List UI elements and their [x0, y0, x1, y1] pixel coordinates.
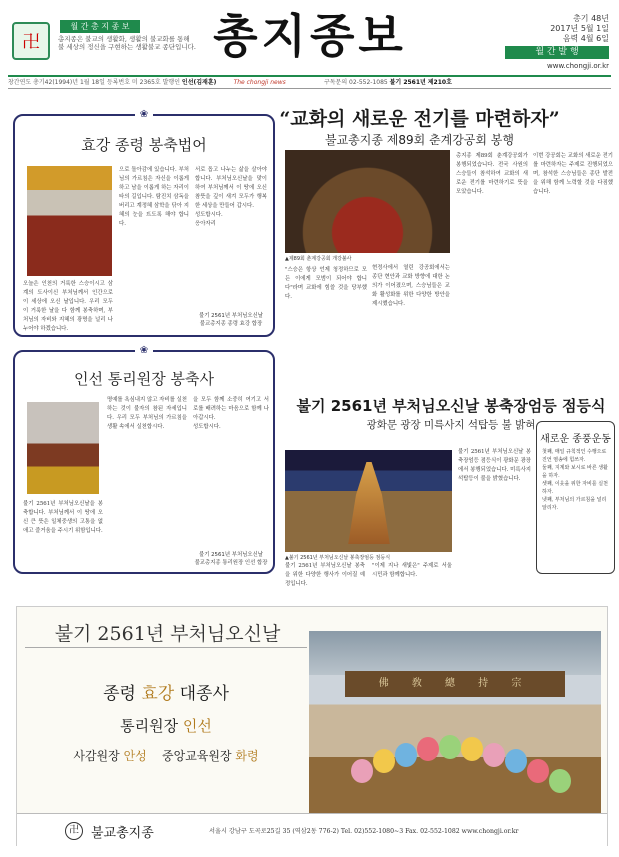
- signature: [193, 551, 269, 567]
- monk-portrait: [27, 166, 112, 276]
- chongji-logo-icon: 卍: [12, 22, 50, 60]
- article-body: "이제 지나 새빛은" 주제로 서울 시민과 함께합니다.: [372, 563, 454, 578]
- article-body: 불기 2561년 부처님오신날 봉축장엄등 점등식이 광화문 광장에서 봉행되었습니다. 미륵사지 석탑등이 불을 밝혔습니다.: [458, 449, 533, 482]
- info-buddhist-year: 불기 2561년: [389, 79, 426, 86]
- article-body: 불기 2561년 부처님오신날 봉축을 위한 다양한 행사가 이어질 예정입니다.: [285, 563, 365, 587]
- order-logo-icon: 卍: [65, 822, 83, 840]
- article-body: 이번 강공회는 교화의 새로운 전기를 마련하자는 주제로 진행되었으며, 참석한 스승님들은 종단 발전을 위해 함께 노력할 것을 다짐했습니다.: [533, 153, 613, 195]
- ad-name: 효강: [141, 684, 175, 704]
- info-contact: 구독문의 02-552-1085: [323, 79, 388, 86]
- article-body: 서로 돕고 나누는 삶을 살아야 합니다. 부처님오신날을 맞이하여 부처님께서 이 땅에 오신 참뜻을 깊이 새겨 모두가 행복한 세상을 만들어 갑시다. 성도합시다. 응아자리: [195, 167, 267, 227]
- greeting-advertisement: [16, 606, 608, 846]
- motto-text: 총지종은 불교의 생활화, 생활의 불교화를 통해 불 세상의 정신을 구현하는 생활불교 종단입니다.: [58, 35, 196, 51]
- masthead-badge: [8, 18, 198, 66]
- lantern-icon: [417, 737, 439, 761]
- photo-caption: ▲불기 2561년 부처님오신날 봉축장엄등 점등식: [285, 555, 391, 561]
- temple-roof: [309, 631, 601, 675]
- lantern-icon: [505, 749, 527, 773]
- subheadline: 광화문 광장 미륵사지 석탑등 불 밝혀: [366, 419, 536, 431]
- temple-photo: [309, 631, 601, 841]
- order-name: 불교총지종: [91, 826, 154, 841]
- article-body: 총지종 제89회 춘계강공회가 봉행되었습니다. 전국 사원의 스승들이 참석하여 교화의 새로운 전기를 마련하기로 뜻을 모았습니다.: [456, 153, 530, 195]
- lantern-icon: [395, 743, 417, 767]
- lantern-icon: [483, 743, 505, 767]
- info-volume: 제210호: [427, 79, 452, 86]
- article-body: 으로 돌아감에 있습니다. 부처님의 가르침은 자신을 이롭게 하고 남을 이롭게 하는 자리이타의 길입니다. 탐진치 삼독을 버리고 계정혜 삼학을 닦아 지혜의 눈을 뜨도록 해야 합니다.: [119, 167, 191, 227]
- assembly-photo: [285, 150, 450, 253]
- lantern-icon: [439, 735, 461, 759]
- ad-role: 통리원장: [120, 717, 179, 735]
- article-title: 효강 종령 봉축법어: [81, 136, 207, 154]
- lantern-icon: [351, 759, 373, 783]
- photo-caption: ▲제89회 춘계강공회 개강불사: [285, 256, 352, 262]
- ad-line-1: [25, 679, 307, 704]
- ad-line-2: [25, 715, 307, 736]
- issue-lunar-date: 음력 4월 6일: [562, 34, 609, 43]
- signature: [195, 312, 267, 328]
- temple-signboard: 佛 敎 總 持 宗: [345, 671, 565, 697]
- signature-date: 불기 2561년 부처님오신날: [198, 552, 263, 558]
- ad-title: 불기 2561년 부처님오신날: [54, 623, 281, 645]
- ad-name: 인선: [182, 717, 212, 735]
- article-body: "스승은 항상 언제 청정하므로 모든 이에게 모범이 되어야 합니다"라며 교화에 힘쓸 것을 당부했다.: [285, 267, 367, 300]
- signature-name: 불교총지종 통리원장 인선 합장: [194, 560, 268, 566]
- lantern-icon: [461, 737, 483, 761]
- ad-divider: [25, 647, 307, 648]
- congratulatory-box: [13, 345, 275, 574]
- info-english-name: The chongji news: [233, 79, 286, 86]
- subheadline: 불교총지종 제89회 춘계강공회 봉행: [324, 133, 514, 147]
- ad-name: 화령: [235, 749, 259, 763]
- info-bar: [8, 75, 611, 89]
- info-left: 창간연도 총기42(1994)년 1월 18일 등록번호 미 2365호 발행인: [8, 79, 180, 86]
- ad-role: 사감원장: [73, 749, 120, 763]
- lotus-icon: ❀: [135, 345, 153, 357]
- monthly-tag: 월 간 총 지 종 보: [60, 20, 140, 33]
- sidebar-box: [536, 421, 615, 574]
- ad-role: 종령: [103, 684, 136, 704]
- lantern-icon: [527, 759, 549, 783]
- article-body: 오늘은 인천의 거룩한 스승이시고 삼계의 도사이신 부처님께서 인간으로 이 세상에 오신 날입니다. 우리 모두 이 거룩한 날을 다 함께 봉축하며, 부처님의 자비와 지혜의 광명을 널리 나누어야 하겠습니다.: [23, 281, 115, 332]
- info-publisher: 인선(김재훈): [181, 79, 217, 86]
- lantern-icon: [549, 769, 571, 793]
- article-body: 현정사에서 열린 강공회에서는 종단 현안과 교화 방향에 대한 논의가 이어졌으며, 스승님들은 교화 활성화를 위한 다양한 방안을 제시했습니다.: [372, 265, 452, 307]
- issue-era: 총기 48년: [573, 14, 609, 23]
- director-portrait: [27, 402, 99, 494]
- lotus-icon: ❀: [135, 109, 153, 121]
- ad-name: 안성: [123, 749, 147, 763]
- article-body: 불기 2561년 부처님오신날을 봉축합니다. 부처님께서 이 땅에 오신 큰 뜻은 일체중생의 고통을 없애고 즐거움을 주시기 위함입니다.: [23, 501, 103, 534]
- issue-info: [505, 14, 609, 71]
- signature-name: 불교총지종 종령 효강 합장: [199, 321, 263, 327]
- issue-date: 2017년 5월 1일: [550, 24, 609, 33]
- order-address: 서울시 강남구 도곡로25길 35 (역삼2동 776-2) Tel. 02)552-1080~3 Fax. 02-552-1082 www.chongji.or.kr: [209, 828, 519, 835]
- site-url[interactable]: www.chongji.or.kr: [547, 62, 609, 70]
- ad-role: 중앙교육원장: [162, 749, 232, 763]
- sidebar-title: 새로운 종풍운동: [540, 434, 611, 445]
- lantern-icon: [373, 749, 395, 773]
- ad-line-3: [25, 747, 307, 764]
- headline: 불기 2561년 부처님오신날 봉축장엄등 점등식: [296, 397, 606, 415]
- headline: “교화의 새로운 전기를 마련하자”: [279, 108, 560, 130]
- signature-date: 불기 2561년 부처님오신날: [198, 313, 263, 319]
- monthly-publication-tag: 월 간 발 행: [505, 46, 609, 59]
- ad-footer: [17, 813, 607, 847]
- article-title: 인선 통리원장 봉축사: [74, 370, 214, 388]
- article-body: 명예를 욕심내지 않고 자비를 실천하는 것이 불자의 참된 자세입니다. 우리 모두 부처님의 가르침을 생활 속에서 실천합시다.: [107, 397, 189, 430]
- sidebar-text: 첫째, 매일 규칙적인 수행으로 진언 염송에 힘쓰자. 둘째, 지계와 보시로 바른 생활을 하자. 셋째, 이웃을 위한 자비를 실천하자. 넷째, 부처님의 가르침을 널리 알리자.: [542, 449, 608, 511]
- article-body: 을 모두 함께 소중히 여기고 서로를 배려하는 마음으로 함께 나아갑시다. 성도합시다.: [193, 397, 269, 430]
- ad-title-suffix: 대종사: [179, 684, 229, 704]
- masthead-title: 총지종보: [213, 9, 407, 63]
